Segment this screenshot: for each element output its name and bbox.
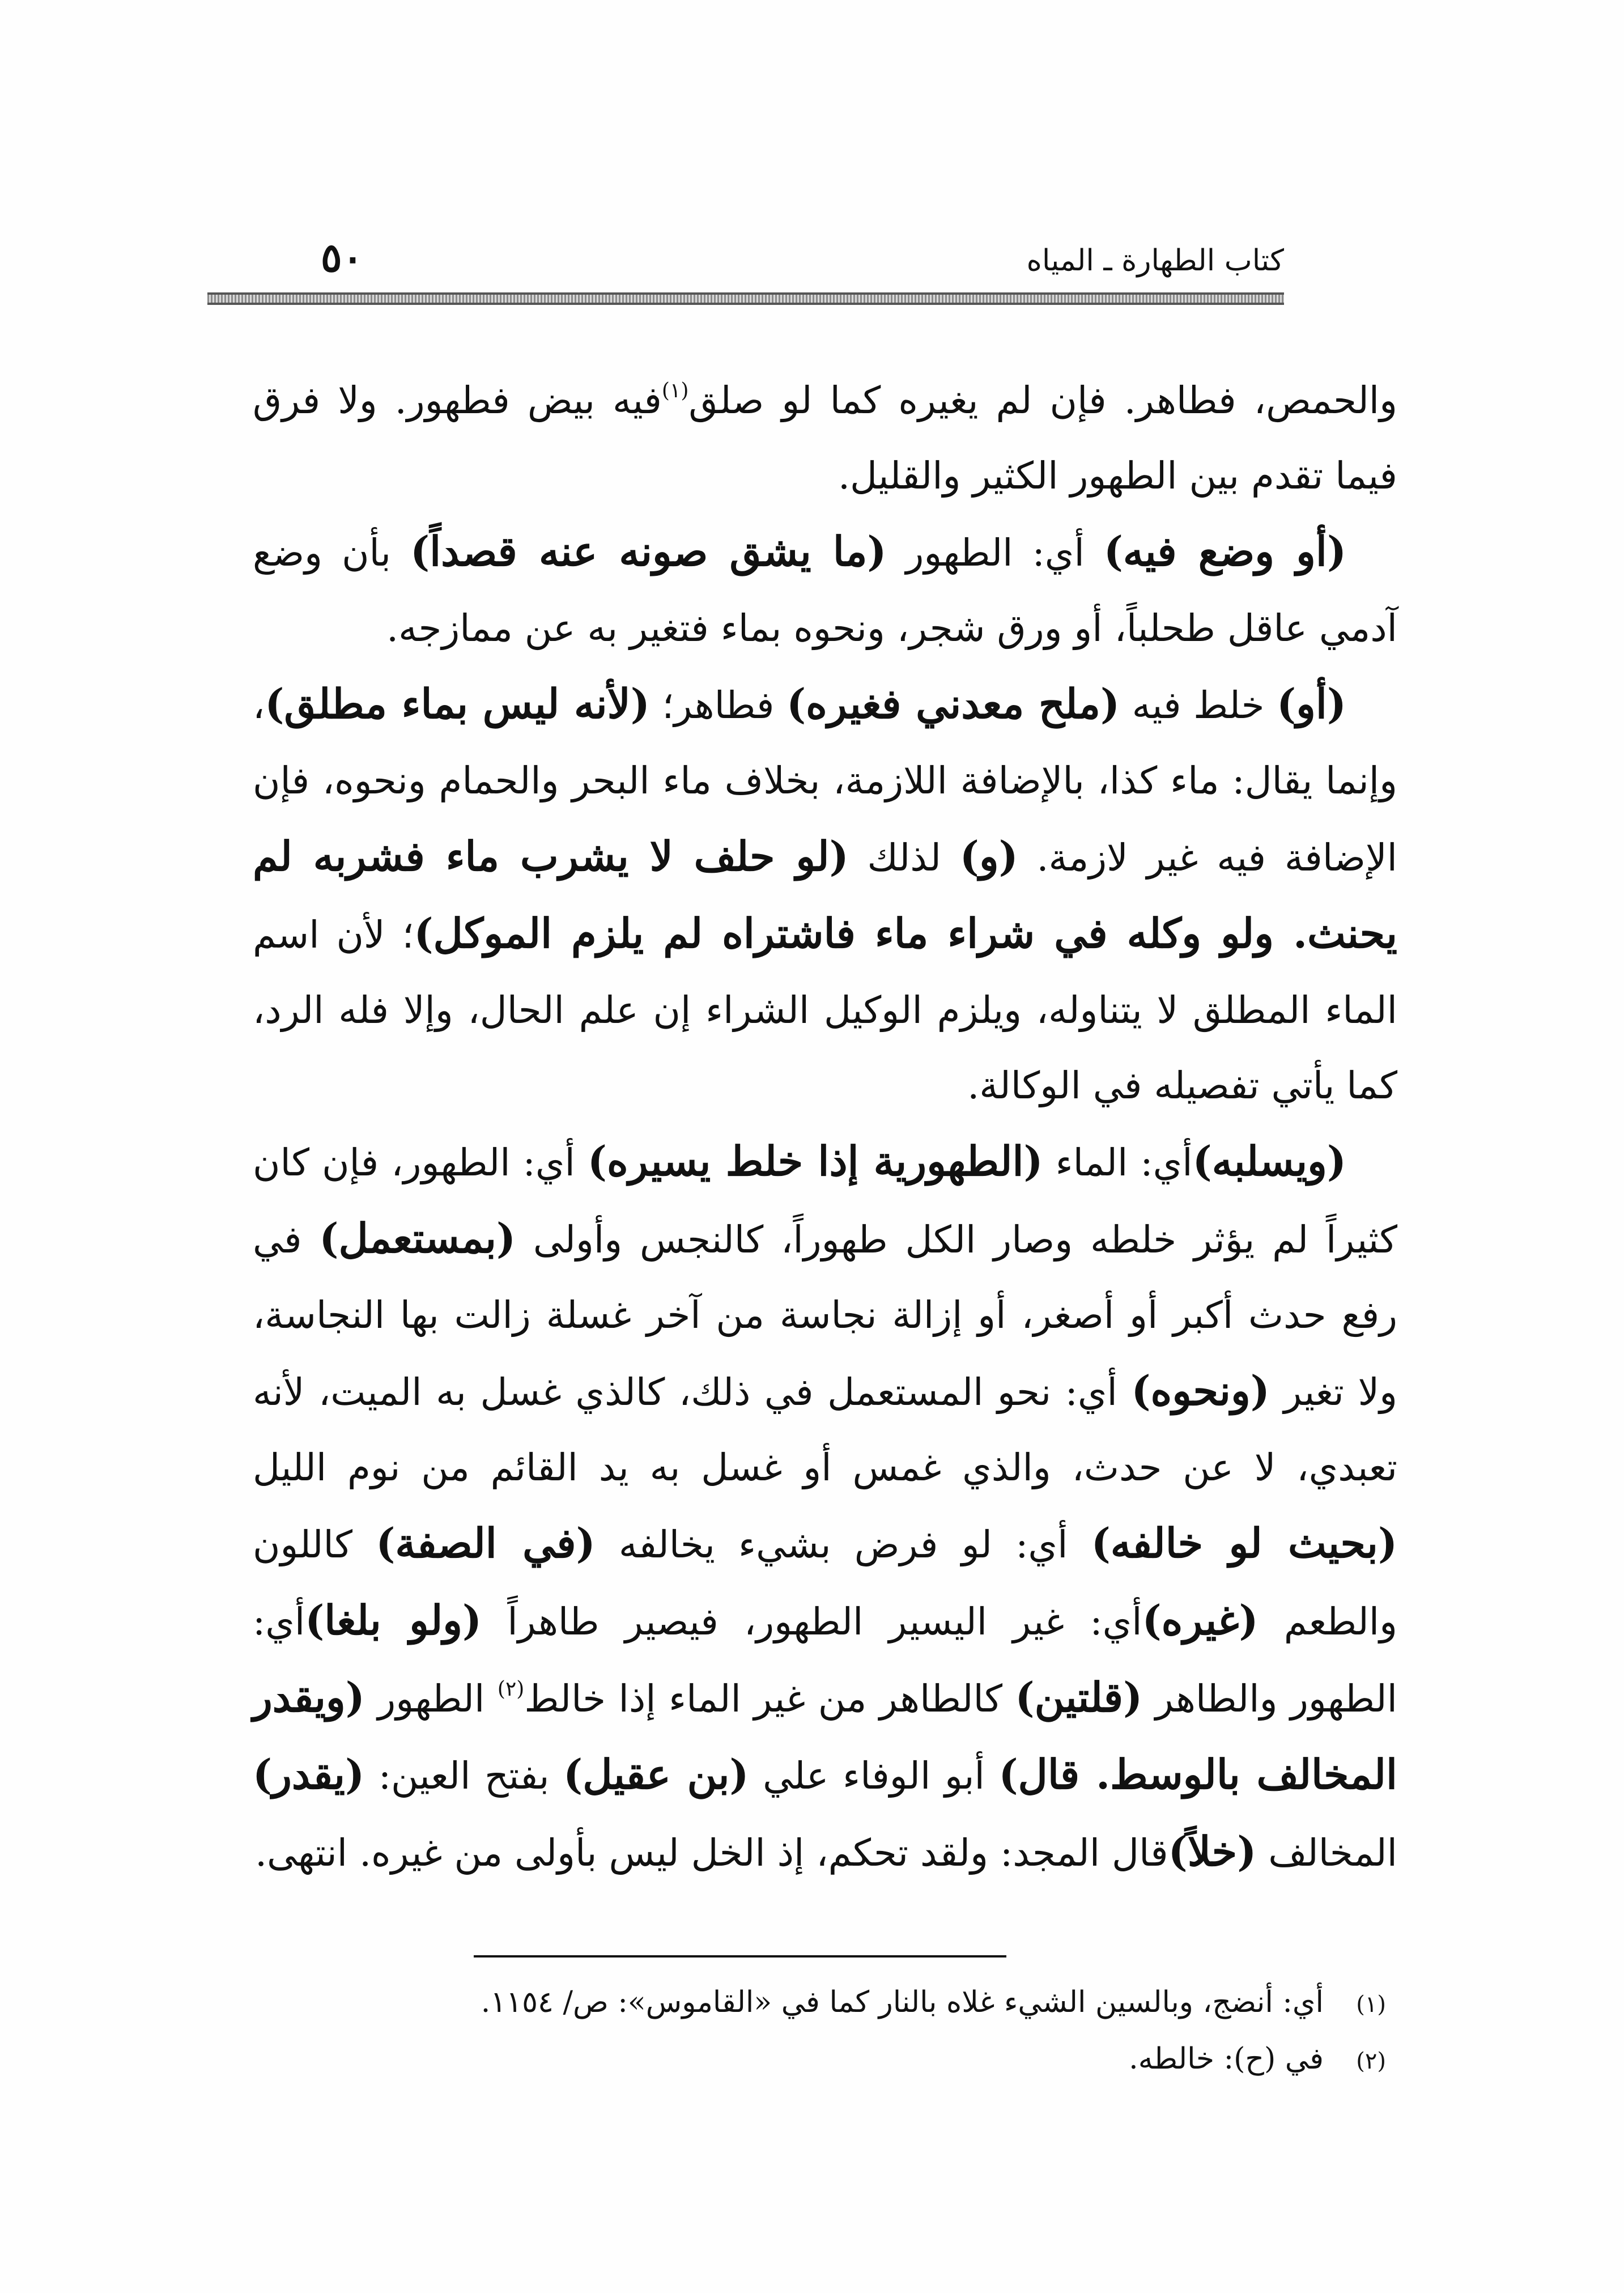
footnotes-block — [253, 1975, 1397, 2088]
commentary-text: بفتح العين: — [364, 1754, 564, 1798]
footnote-reference: (١) — [661, 379, 689, 402]
paragraph — [253, 363, 1397, 513]
commentary-text: في رفع حدث أكبر أو أصغر، أو إزالة نجاسة من آخر غسلة زالت بها النجاسة، ولا تغير — [253, 1218, 1397, 1414]
footnote — [253, 1975, 1397, 2032]
matn-text: (و) — [959, 832, 1018, 880]
commentary-text: فطاهر؛ — [649, 683, 787, 727]
paragraph — [253, 666, 1397, 1123]
matn-text: (لأنه ليس بماء مطلق) — [265, 680, 650, 728]
matn-text: (الطهورية إذا خلط يسيره) — [587, 1137, 1043, 1185]
commentary-text: والحمص، فطاهر. فإن لم يغيره كما لو صلق — [688, 379, 1398, 422]
matn-text: (خلاً) — [1168, 1827, 1257, 1875]
footnote-text: أي: أنضج، وبالسين الشيء غلاه بالنار كما في «القاموس»: ص/ ١١٥٤. — [481, 1985, 1324, 2019]
footnote-separator — [474, 1955, 1006, 1957]
commentary-text: كالطاهر من غير الماء إذا خالط — [524, 1677, 1015, 1721]
commentary-text: أي: لو فرض بشيء يخالفه — [595, 1523, 1091, 1566]
running-header — [321, 232, 1284, 300]
header-rule — [207, 292, 1284, 305]
commentary-text: أي: الطهور والطاهر — [253, 1600, 1397, 1721]
paragraph — [253, 1123, 1397, 1891]
commentary-text: خلط فيه — [1120, 683, 1277, 727]
matn-text: (في الصفة) — [376, 1519, 596, 1567]
matn-text: (يقدر) — [253, 1750, 365, 1798]
commentary-text: قال المجد: ولقد تحكم، إذ الخل ليس بأولى من غيره. انتهى. — [255, 1831, 1168, 1875]
commentary-text: فيه بيض فطهور. ولا فرق فيما تقدم بين الطهور الكثير والقليل. — [253, 379, 1397, 498]
commentary-text: الطهور — [364, 1677, 498, 1721]
commentary-text: أي: الطهور، فإن كان كثيراً لم يؤثر خلطه وصار الكل طهوراً، كالنجس وأولى — [253, 1141, 1397, 1262]
matn-text: (لو حلف لا يشرب ماء فشربه لم يحنث. ولو وكله في شراء ماء فاشتراه لم يلزم الموكل) — [253, 832, 1397, 957]
footnote-reference: (٢) — [497, 1678, 525, 1701]
main-text-block — [253, 363, 1397, 1891]
matn-text: (بحيث لو خالفه) — [1091, 1519, 1398, 1567]
header-title: كتاب الطهارة ـ المياه — [1026, 244, 1284, 278]
matn-text: (ملح معدني فغيره) — [787, 680, 1120, 728]
commentary-text: لذلك — [848, 836, 960, 880]
footnote-text: في (ح): خالطه. — [1129, 2042, 1324, 2076]
commentary-text: ، وإنما يقال: ماء كذا، بالإضافة اللازمة، بخلاف ماء البحر والحمام ونحوه، فإن الإضافة فيه غير لازمة. — [253, 683, 1397, 880]
commentary-text: بأن وضع آدمي عاقل طحلباً، أو ورق شجر، ونحوه بماء فتغير به عن ممازجه. — [253, 531, 1397, 650]
matn-text: (أو وضع فيه) — [1103, 527, 1347, 575]
footnote-number: (٢) — [1356, 2048, 1386, 2074]
matn-text: (ونحوه) — [1131, 1366, 1270, 1415]
matn-text: (ولو بلغا) — [305, 1596, 482, 1644]
commentary-text: أي: نحو المستعمل في ذلك، كالذي غسل به الميت، لأنه تعبدي، لا عن حدث، والذي غمس أو غسل به يد القائم من نوم الليل — [253, 1370, 1397, 1489]
footnote — [253, 2032, 1397, 2088]
commentary-text: ؛ لأن اسم الماء المطلق لا يتناوله، ويلزم الوكيل الشراء إن علم الحال، وإلا فله الرد، كما يأتي تفصيله في الوكالة. — [253, 913, 1397, 1107]
matn-text: (بن عقيل) — [563, 1750, 749, 1798]
commentary-text: أي: الطهور — [886, 531, 1104, 575]
matn-text: (ويسلبه) — [1192, 1137, 1346, 1185]
matn-text: (أو) — [1277, 680, 1346, 728]
commentary-text: أي: الماء — [1043, 1141, 1193, 1184]
page-number: ٥٠ — [321, 234, 364, 281]
matn-text: (ويقدر المخالف بالوسط. قال) — [253, 1673, 1397, 1798]
matn-text: (ما يشق صونه عنه قصداً) — [410, 527, 887, 575]
matn-text: (غيره) — [1142, 1596, 1259, 1644]
footnote-number: (١) — [1356, 1991, 1386, 2018]
commentary-text: أبو الوفاء علي — [749, 1754, 999, 1798]
commentary-text: أي: غير اليسير الطهور، فيصير طاهراً — [482, 1600, 1142, 1644]
commentary-text: كاللون والطعم — [253, 1523, 1397, 1644]
paragraph — [253, 513, 1397, 666]
matn-text: (بمستعمل) — [319, 1214, 516, 1262]
matn-text: (قلتين) — [1015, 1673, 1143, 1721]
commentary-text: المخالف — [1256, 1831, 1397, 1875]
